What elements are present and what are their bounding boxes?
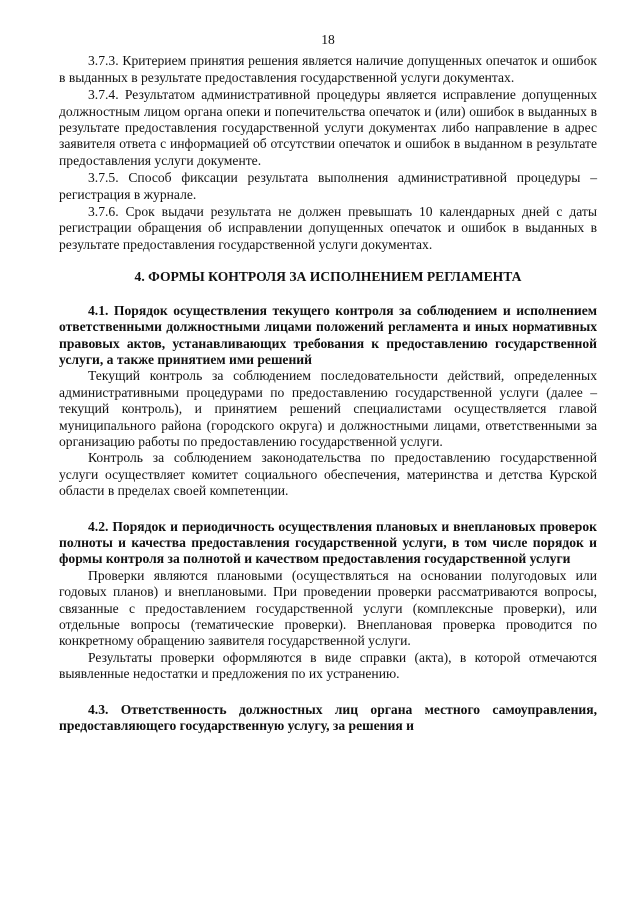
- paragraph-3-7-4: 3.7.4. Результатом административной процедуры является исправление допущенных должностным лицом органа опеки и попечительства опечаток и (или) ошибок в выданных в результате предоставления государственной услуги документах либо направление в адрес заявителя ответа с информацией об отсутствии опечаток и ошибок в выданном в результате предоставления услуги документе.: [59, 87, 597, 168]
- subsection-4-2-paragraph-2: Результаты проверки оформляются в виде справки (акта), в которой отмечаются выявленные недостатки и предложения по их устранению.: [59, 649, 597, 682]
- subsection-4-1-paragraph-2: Контроль за соблюдением законодательства по предоставлению государственной услуги осуществляет комитет социального обеспечения, материнства и детства Курской области в пределах своей компетенции.: [59, 450, 597, 499]
- section-4-title: 4. ФОРМЫ КОНТРОЛЯ ЗА ИСПОЛНЕНИЕМ РЕГЛАМЕНТА: [134, 269, 522, 285]
- page-number: 18: [321, 32, 335, 47]
- paragraph-3-7-3: 3.7.3. Критерием принятия решения является наличие допущенных опечаток и ошибок в выданных в результате предоставления государственной услуги документах.: [59, 53, 597, 85]
- subsection-4-2-heading: 4.2. Порядок и периодичность осуществления плановых и внеплановых проверок полноты и качества предоставления государственной услуги, в том числе порядок и формы контроля за полнотой и качеством предоставления государственной услуги: [59, 518, 597, 567]
- subsection-4-2-paragraph-1: Проверки являются плановыми (осуществляться на основании полугодовых или годовых планов) и внеплановыми. При проведении проверки рассматриваются вопросы, связанные с предоставлением государственной услуги (комплексные проверки), или отдельные вопросы (тематические проверки). Внеплановая проверка проводится по конкретному обращению заявителя государственной услуги.: [59, 567, 597, 649]
- subsection-4-3-heading: 4.3. Ответственность должностных лиц органа местного самоуправления, предоставляющего государственную услугу, за решения и: [59, 701, 597, 734]
- document-page: [59, 32, 597, 734]
- paragraph-3-7-5: 3.7.5. Способ фиксации результата выполнения административной процедуры – регистрация в журнале.: [59, 170, 597, 202]
- subsection-4-1-heading: 4.1. Порядок осуществления текущего контроля за соблюдением и исполнением ответственными должностными лицами положений регламента и иных нормативных правовых актов, устанавливающих требования к предоставлению государственной услуги, а также принятием ими решений: [59, 302, 597, 367]
- subsection-4-1-paragraph-1: Текущий контроль за соблюдением последовательности действий, определенных административными процедурами по предоставлению государственной услуги (далее – текущий контроль), и принятием решений специалистами осуществляется главой муниципального района (городского округа) и должностными лицами, ответственными за организацию работы по предоставлению государственной услуги.: [59, 368, 597, 449]
- paragraph-3-7-6: 3.7.6. Срок выдачи результата не должен превышать 10 календарных дней с даты регистрации обращения об исправлении допущенных опечаток и ошибок в выданных в результате предоставления государственной услуги документах.: [59, 204, 597, 252]
